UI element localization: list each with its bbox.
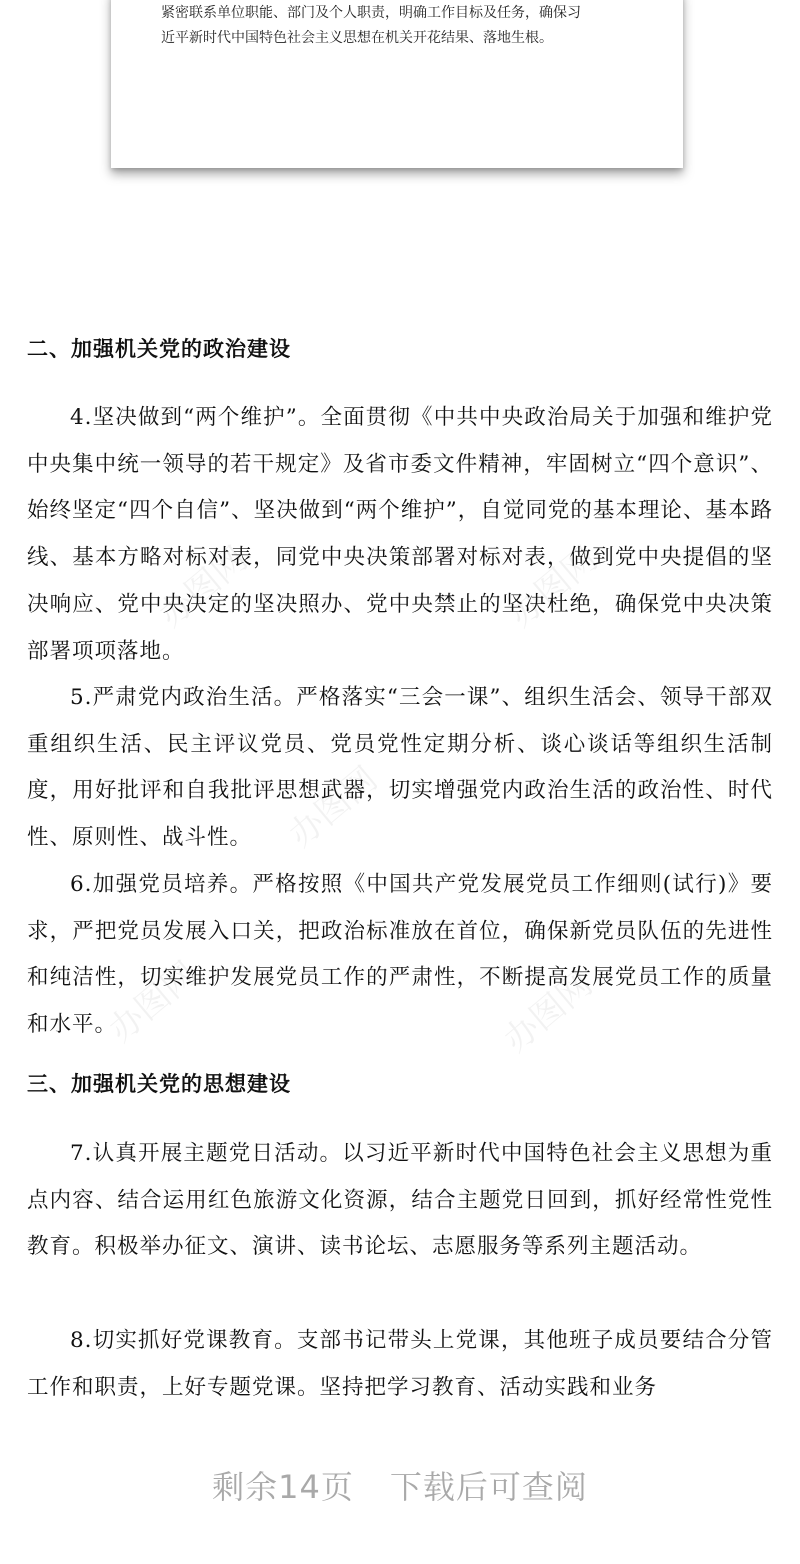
card-line: 紧密联系单位职能、部门及个人职责，明确工作目标及任务，确保习 bbox=[161, 5, 581, 21]
card-line: 近平新时代中国特色社会主义思想在机关开花结果、落地生根。 bbox=[161, 30, 553, 46]
download-prompt[interactable] bbox=[0, 1462, 800, 1508]
paragraph: 8.切实抓好党课教育。支部书记带头上党课，其他班子成员要结合分管工作和职责，上好专题党课。坚持把学习教育、活动实践和业务 bbox=[27, 1328, 773, 1400]
watermark: 办图网 bbox=[496, 964, 601, 1061]
watermark: 办图网 bbox=[101, 954, 206, 1051]
watermark: 办图网 bbox=[281, 759, 386, 856]
paragraph: 5.严肃党内政治生活。严格落实“三会一课”、组织生活会、领导干部双重组织生活、民主评议党员、党员党性定期分析、谈心谈话等组织生活制度，用好批评和自我批评思想武器，切实增强党内政治生活的政治性、时代性、原则性、战斗性。 bbox=[27, 685, 773, 851]
download-to-view-label: 下载后可查阅 bbox=[389, 1468, 588, 1506]
card-line bbox=[161, 0, 651, 1]
paragraph: 6.加强党员培养。严格按照《中国共产党发展党员工作细则(试行)》要求，严把党员发展入口关，把政治标准放在首位，确保新党员队伍的先进性和纯洁性，切实维护发展党员工作的严肃性，不断提高发展党员工作的质量和水平。 bbox=[27, 872, 773, 1038]
section-heading: 二、加强机关党的政治建设 bbox=[27, 337, 291, 361]
remaining-pages-label: 剩余14页 bbox=[212, 1468, 354, 1506]
paragraph: 7.认真开展主题党日活动。以习近平新时代中国特色社会主义思想为重点内容、结合运用红色旅游文化资源，结合主题党日回到，抓好经常性党性教育。积极举办征文、演讲、读书论坛、志愿服务等系列主题活动。 bbox=[27, 1141, 773, 1260]
section-heading: 三、加强机关党的思想建设 bbox=[27, 1072, 291, 1096]
watermark: 办图网 bbox=[151, 539, 256, 636]
paragraph: 4.坚决做到“两个维护”。全面贯彻《中共中央政治局关于加强和维护党中央集中统一领导的若干规定》及省市委文件精神，牢固树立“四个意识”、始终坚定“四个自信”、坚决做到“两个维护”，自觉同党的基本理论、基本路线、基本方略对标对表，同党中央决策部署对标对表，做到党中央提倡的坚决响应、党中央决定的坚决照办、党中央禁止的坚决杜绝，确保党中央决策部署项项落地。 bbox=[27, 405, 773, 664]
document-preview-card bbox=[111, 0, 683, 168]
card-text bbox=[161, 0, 651, 51]
watermark: 办图网 bbox=[501, 539, 606, 636]
